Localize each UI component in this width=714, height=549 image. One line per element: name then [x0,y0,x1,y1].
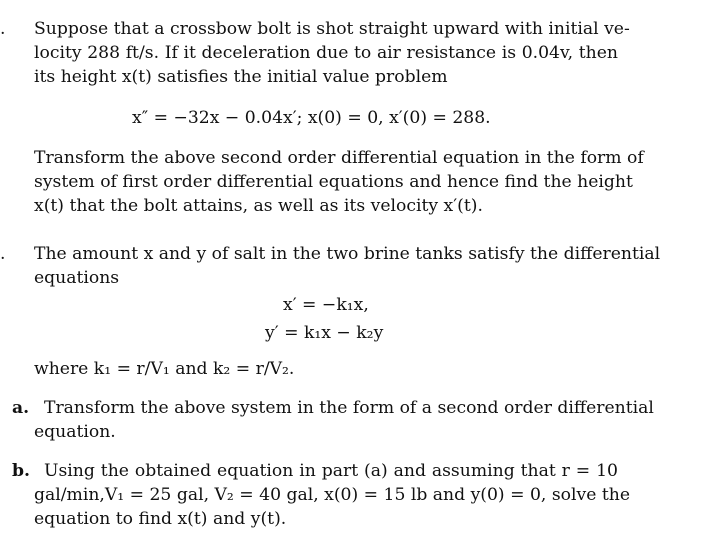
part-b-line-1: Using the obtained equation in part (a) and assuming that r = 10 [44,461,618,481]
part-a-line-2: equation. [34,422,116,442]
problem-1-marker: . [0,19,6,39]
problem-1-line-2: locity 288 ft/s. If it deceleration due to air resistance is 0.04v, then [34,43,618,63]
part-a-line-1: Transform the above system in the form of a second order differential [44,398,654,418]
problem-2-equation-2: y′ = k₁x − k₂y [265,323,384,343]
part-a-label: a. [12,398,30,418]
problem-1-line-1: Suppose that a crossbow bolt is shot straight upward with initial ve- [34,19,630,39]
problem-2-marker: . [0,244,6,264]
part-b-label: b. [12,461,31,481]
problem-1-after-line-3: x(t) that the bolt attains, as well as its velocity x′(t). [34,196,483,216]
problem-1-after-line-2: system of first order differential equations and hence find the height [34,172,633,192]
part-b-line-3: equation to find x(t) and y(t). [34,509,287,529]
problem-2-equation-1: x′ = −k₁x, [283,295,369,315]
problem-2-line-2: equations [34,268,120,288]
part-b-line-2: gal/min,V₁ = 25 gal, V₂ = 40 gal, x(0) = 15 lb and y(0) = 0, solve the [34,485,630,505]
problem-1-after-line-1: Transform the above second order differential equation in the form of [34,148,644,168]
problem-1-line-3: its height x(t) satisfies the initial value problem [34,67,448,87]
problem-2-where-line: where k₁ = r/V₁ and k₂ = r/V₂. [34,359,295,379]
problem-1-equation: x″ = −32x − 0.04x′; x(0) = 0, x′(0) = 288. [132,108,491,128]
problem-2-line-1: The amount x and y of salt in the two brine tanks satisfy the differential [34,244,661,264]
